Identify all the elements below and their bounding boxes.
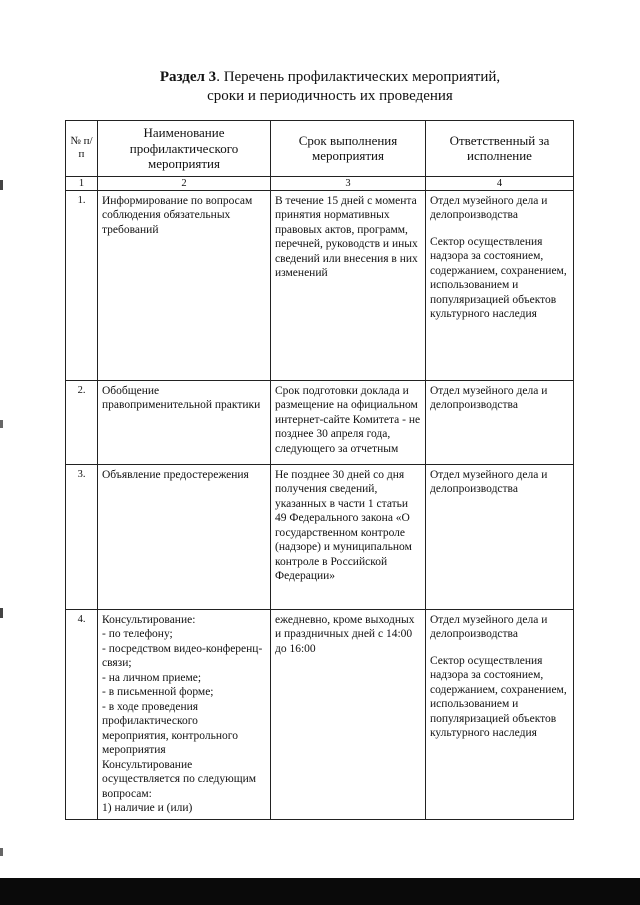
name-text: - в ходе проведения профилактического мероприятия, контрольного мероприятия bbox=[102, 700, 238, 756]
cell-name bbox=[98, 380, 271, 464]
paragraph-gap bbox=[430, 642, 569, 654]
name-text: - на личном приеме; bbox=[102, 671, 202, 684]
cell-term bbox=[271, 464, 426, 609]
name-text: Обобщение правоприменительной практики bbox=[102, 384, 261, 411]
table-row bbox=[66, 190, 574, 380]
cell-responsible bbox=[426, 464, 574, 609]
row-number: 3. bbox=[66, 464, 98, 609]
header-responsible: Ответственный за исполнение bbox=[426, 121, 574, 177]
header-num: № п/п bbox=[66, 121, 98, 177]
row-number: 1. bbox=[66, 190, 98, 380]
scan-edge-marks bbox=[0, 0, 3, 878]
cell-name bbox=[98, 190, 271, 380]
paragraph-gap bbox=[430, 223, 569, 235]
cell-responsible bbox=[426, 609, 574, 819]
section-title: . Перечень профилактических мероприятий, bbox=[216, 69, 501, 85]
term-text: Не позднее 30 дней со дня получения сведений, указанных в части 1 статьи 49 Федерального закона «О государственном контроле (надзоре) и муниципальном контроле в Российской Федерации» bbox=[275, 468, 412, 582]
term-text: ежедневно, кроме выходных и праздничных дней с 14:00 до 16:00 bbox=[275, 613, 415, 655]
row-number: 2. bbox=[66, 380, 98, 464]
responsible-text: Отдел музейного дела и делопроизводства bbox=[430, 384, 548, 411]
responsible-text: Сектор осуществления надзора за состоянием, содержанием, сохранением, использованием и популяризацией объектов культурного наследия bbox=[430, 235, 567, 320]
header-term: Срок выполнения мероприятия bbox=[271, 121, 426, 177]
cell-name bbox=[98, 464, 271, 609]
responsible-text: Отдел музейного дела и делопроизводства bbox=[430, 194, 548, 221]
column-number: 1 bbox=[66, 176, 98, 190]
row-number: 4. bbox=[66, 609, 98, 819]
table-row bbox=[66, 380, 574, 464]
name-text: Информирование по вопросам соблюдения обязательных требований bbox=[102, 194, 253, 236]
cell-responsible bbox=[426, 380, 574, 464]
scan-bottom-border bbox=[0, 878, 640, 905]
cell-name bbox=[98, 609, 271, 819]
name-text: Объявление предостережения bbox=[102, 468, 249, 481]
name-text: - в письменной форме; bbox=[102, 686, 214, 698]
responsible-text: Сектор осуществления надзора за состоянием, содержанием, сохранением, использованием и популяризацией объектов культурного наследия bbox=[430, 654, 567, 739]
table-row bbox=[66, 464, 574, 609]
cell-responsible bbox=[426, 190, 574, 380]
heading-line-2: сроки и периодичность их проведения bbox=[207, 88, 453, 104]
cell-term bbox=[271, 380, 426, 464]
name-text: Консультирование: bbox=[102, 613, 196, 626]
table-row bbox=[66, 609, 574, 819]
column-number: 4 bbox=[426, 176, 574, 190]
column-number: 2 bbox=[98, 176, 271, 190]
heading-line-1 bbox=[60, 68, 600, 87]
table-header-row bbox=[66, 121, 574, 177]
name-text: - посредством видео-конференц-связи; bbox=[102, 642, 263, 669]
name-text: 1) наличие и (или) bbox=[102, 802, 193, 814]
measures-table bbox=[65, 120, 574, 820]
name-text: - по телефону; bbox=[102, 628, 173, 640]
cell-term bbox=[271, 609, 426, 819]
section-label: Раздел 3 bbox=[159, 69, 217, 85]
cell-term bbox=[271, 190, 426, 380]
term-text: Срок подготовки доклада и размещение на официальном интернет-сайте Комитета - не позднее 30 апреля года, следующего за отчетным bbox=[275, 384, 421, 455]
header-name: Наименование профилактического мероприятия bbox=[98, 121, 271, 177]
name-text: Консультирование осуществляется по следующим вопросам: bbox=[102, 758, 257, 800]
responsible-text: Отдел музейного дела и делопроизводства bbox=[430, 468, 548, 495]
responsible-text: Отдел музейного дела и делопроизводства bbox=[430, 613, 548, 640]
term-text: В течение 15 дней с момента принятия нормативных правовых актов, программ, перечней, руководств и иных сведений или внесения в них изменений bbox=[275, 194, 418, 279]
section-heading bbox=[60, 68, 600, 106]
column-number: 3 bbox=[271, 176, 426, 190]
column-numbers-row bbox=[66, 176, 574, 190]
